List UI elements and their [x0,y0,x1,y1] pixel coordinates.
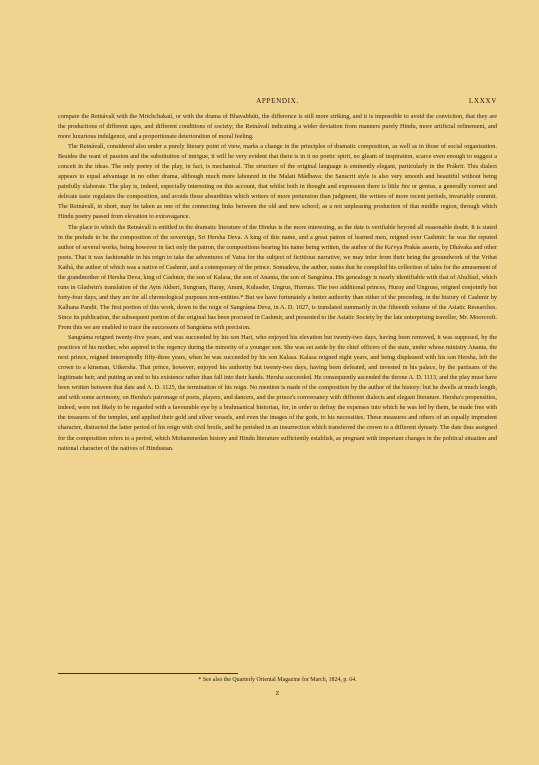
paragraph-sangrama-reign: Sangráma reigned twenty-five years, and was succeeded by his son Hari, who enjoyed his elevation but twenty-two days, having been removed, it was supposed, by the practices of his mother, who aspired to the regency during the minority of a younger son. She was set aside by the chief officers of the state, under whose ministry Ananta, the next prince, reigned interruptedly fifty-three years, when he was succeeded by his son Kalasa. Kalasa reigned eight years, and being displeased with his son Hersha, left the crown to a kinsman, Utkersha. That prince, however, enjoyed his authority but twenty-two days, having been defeated, and invested in his palace, by the partisans of the legitimate heir, and putting an end to his existence rather than fall into their hands. Hersha succeeded. He consequently ascended the throne A. D. 1113, and the play must have been written between that date and A. D. 1125, the termination of his reign. No mention is made of the composition by the author of the history: but he dwells at much length, and with some acrimony, on Hersha's patronage of poets, players, and dancers, and the prince's conversancy with different dialects and elegant literature. Hersha's propensities, indeed, were not likely to be regarded with a favourable eye by a brahmanical historian, for, in order to defray the expenses into which he was led by them, he made free with the treasures of the temples, and applied their gold and silver vessels, and even the images of the gods, to his necessities. These measures and others of an equally imprudent character, distracted the latter period of his reign with civil broils, and he perished in an insurrection which transferred the crown to a different dynasty. The date thus assigned for the composition refers to a period, which Mohammedan history and Hindu literature sufficiently establish, as pregnant with important changes in the political situation and national character of the natives of Hindustan. [58,334,497,452]
body-text [58,112,497,454]
page-number: LXXXV [468,97,497,105]
footnote: * See also the Quarterly Oriental Magazine for March, 1824, p. 64. [198,677,357,683]
paragraph-date-authorship: The place to which the Retnávalí is entitled in the dramatic literature of the Hindus is the more interesting, as the date is verifiable beyond all reasonable doubt. It is stated in the prelude to be the composition of the sovereign, Sri Hersha Deva. A king of this name, and a great patron of learned men, reigned over Cashmir: he was the reputed author of several works, being however in fact only the patron, the compositions bearing his name being written, the author of the Ka'vya Prakás asserts, by Dhávaka and other poets. That it was fashionable in his reign to take the adventures of Vatsa for the subject of fictitious narrative, we may infer from their being the groundwork of the Vrihat Kathá, the author of which was a native of Cashmir, and a cotemporary of the prince. Somadeva, the author, states that he compiled his collection of tales for the amusement of the grandmother of Hersha Deva, king of Cashmir, the son of Kalasa, the son of Ananta, the son of Sangráma. His genealogy is nearly identifiable with that of Abulfazl, which runs in Gladwin's translation of the Ayin Akberi, Sungram, Haray, Anunt, Kulusder, Ungrus, Hurruss. The two additional princes, Huray and Ungruss, reigned conjointly but forty-four days, and they are for all chronological purposes non-entities.* But we have fortunately a better authority than either of the preceding, in the history of Cashmir by Kalhana Pandit. The first portion of this work, down to the reign of Sangráma Deva, in A. D. 1027, is translated summarily in the fifteenth volume of the Asiatic Researches. Since its publication, the subsequent portion of the original has been procured in Cashmir, and presented to the Asiatic Society by the late enterprising traveller, Mr. Moorcroft. From this we are enabled to trace the successors of Sangráma with precision. [58,223,497,331]
running-head [58,97,497,109]
footnote-rule [58,673,238,674]
signature-mark: Z [275,691,280,697]
running-head-title: APPENDIX. [256,97,299,105]
paragraph-literary-view: The Retnávalí, considered also under a purely literary point of view, marks a change in the principles of dramatic composition, as well as in those of social organization. Besides the want of passion and the substitution of intrigue, it will be very evident that there is in it no poetic spirit, no gleam of inspiration, scarce even enough to suggest a conceit in the ideas. The only poetry of the play, in fact, is mechanical. The structure of the original language is eminently elegant, particularly in the Prákrit. This dialect appears to equal advantage in no other drama, although much more laboured in the Malati Mádhava: the Sanscrit style is also very smooth and beautiful without being painfully elaborate. The play is, indeed, especially interesting on this account, that whilst both in thought and expression there is little fire or genius, a generally correct and delicate taste regulates the composition, and avoids those absurdities which writers of more pretension than judgment, the writers of more recent periods, invariably commit. The Retnávalí, in short, may be taken as one of the connecting links between the old and new school; as a not unpleasing production of that middle region, through which Hindu poetry passed from elevation to extravagance. [58,143,497,221]
paragraph-continuation: compare the Retnávalí with the Mrichchakatí, or with the drama of Bhavabhúti, the difference is still more striking, and it is impossible to avoid the conviction, that they are the productions of different ages, and different conditions of society; the Retnávalí indicating a wider deviation from manners purely Hindu, more artificial refinement, and more luxurious indulgence, and a proportionate deterioration of moral feeling. [58,113,497,141]
